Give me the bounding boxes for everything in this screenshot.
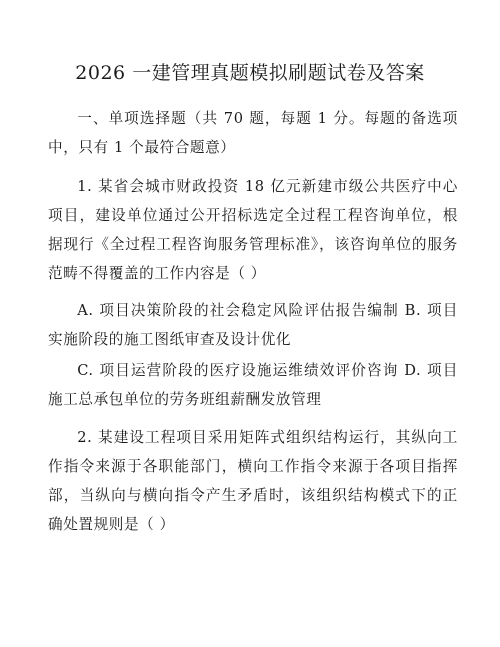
section-heading: 一、单项选择题（共 70 题，每题 1 分。每题的备选项中，只有 1 个最符合题意） — [48, 110, 458, 156]
question-2-stem: 2. 某建设工程项目采用矩阵式组织结构运行，其纵向工作指令来源于各职能部门，横向工作指令来源于各项目指挥部，当纵向与横向指令产生矛盾时，该组织结构模式下的正确处置规则是（ ） — [48, 429, 458, 533]
question-1-stem: 1. 某省会城市财政投资 18 亿元新建市级公共医疗中心项目，建设单位通过公开招标选定全过程工程咨询单位，根据现行《全过程工程咨询服务管理标准》，该咨询单位的服务范畴不得覆盖的工作内容是（ ） — [48, 178, 458, 282]
question-1-options-c-d: C. 项目运营阶段的医疗设施运维绩效评价咨询 D. 项目施工总承包单位的劳务班组薪酬发放管理 — [48, 362, 458, 408]
document-title: 2026 一建管理真题模拟刷题试卷及答案 — [75, 62, 425, 84]
question-1-options-a-b: A. 项目决策阶段的社会稳定风险评估报告编制 B. 项目实施阶段的施工图纸审查及设计优化 — [48, 302, 458, 348]
